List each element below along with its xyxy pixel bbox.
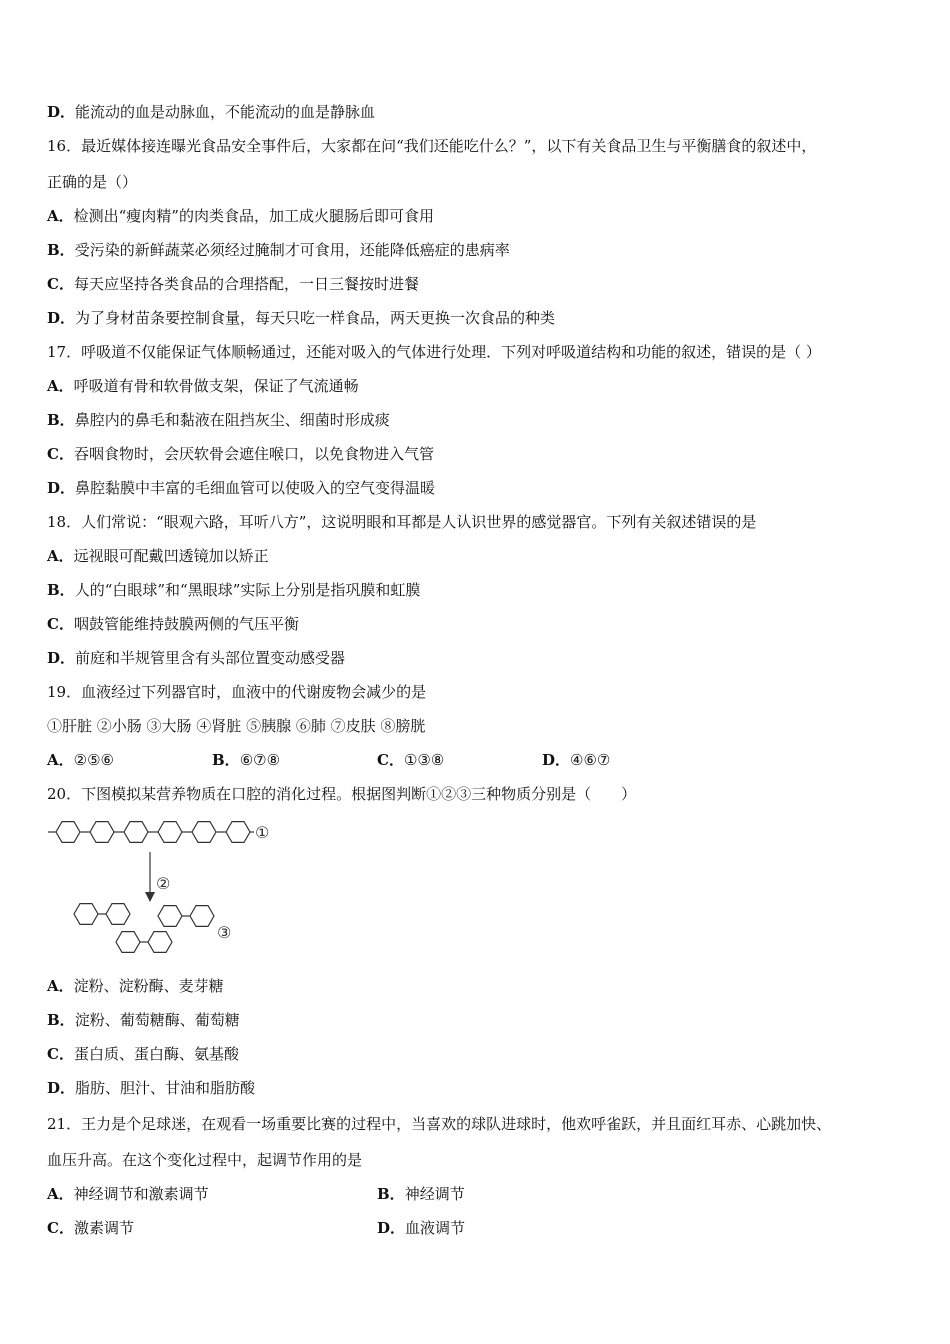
hexagon <box>158 906 182 927</box>
q21-option-c <box>47 1218 134 1238</box>
hexagon <box>90 822 114 843</box>
option-text: 鼻腔黏膜中丰富的毛细血管可以使吸入的空气变得温暖 <box>75 479 436 497</box>
q20-option-d <box>47 1078 255 1098</box>
option-text: 能流动的血是动脉血，不能流动的血是静脉血 <box>75 103 376 121</box>
label-1: ① <box>255 823 270 842</box>
q19-option-c <box>377 750 444 770</box>
option-letter: D． <box>47 649 76 667</box>
q21-option-a <box>47 1184 209 1204</box>
option-text: 血液调节 <box>405 1219 466 1237</box>
q21-stem-line2: 血压升高。在这个变化过程中，起调节作用的是 <box>47 1151 363 1169</box>
q19-organ-list: ①肝脏 ②小肠 ③大肠 ④肾脏 ⑤胰腺 ⑥肺 ⑦皮肤 ⑧膀胱 <box>47 717 426 735</box>
option-text: 咽鼓管能维持鼓膜两侧的气压平衡 <box>73 615 299 633</box>
option-letter: B． <box>47 1011 75 1029</box>
arrow-head <box>145 892 155 902</box>
option-letter: D． <box>47 309 76 327</box>
q16-option-d <box>47 308 555 328</box>
option-letter: C． <box>47 1045 74 1063</box>
q19-stem: 19．血液经过下列器官时，血液中的代谢废物会减少的是 <box>47 683 427 701</box>
option-text: 每天应坚持各类食品的合理搭配，一日三餐按时进餐 <box>73 275 419 293</box>
q21-option-b <box>377 1184 465 1204</box>
q17-stem: 17．呼吸道不仅能保证气体顺畅通过，还能对吸入的气体进行处理．下列对呼吸道结构和功能的叙述，错误的是（ ） <box>47 343 821 361</box>
q17-option-a <box>47 376 359 396</box>
option-letter: A． <box>47 977 74 995</box>
q19-option-d <box>542 750 610 770</box>
option-text: 淀粉、淀粉酶、麦芽糖 <box>73 977 224 995</box>
option-letter: A． <box>47 1185 74 1203</box>
maltose-pair <box>74 904 130 925</box>
option-text: 吞咽食物时，会厌软骨会遮住喉口，以免食物进入气管 <box>73 445 434 463</box>
option-text: ①③⑧ <box>403 751 445 769</box>
digestion-diagram <box>44 814 284 964</box>
hexagon <box>226 822 250 843</box>
option-letter: B． <box>212 751 240 769</box>
q18-option-c <box>47 614 299 634</box>
q17-option-d <box>47 478 435 498</box>
hexagon <box>158 822 182 843</box>
q20-option-c <box>47 1044 239 1064</box>
option-letter: B． <box>377 1185 405 1203</box>
option-text: 脂肪、胆汁、甘油和脂肪酸 <box>75 1079 256 1097</box>
q16-option-c <box>47 274 419 294</box>
q16-stem-line1: 16．最近媒体接连曝光食品安全事件后，大家都在问“我们还能吃什么？”，以下有关食品卫生与平衡膳食的叙述中， <box>47 137 817 155</box>
option-text: ②⑤⑥ <box>73 751 114 769</box>
option-text: 神经调节和激素调节 <box>73 1185 209 1203</box>
option-letter: C． <box>47 275 74 293</box>
option-letter: D． <box>47 1079 76 1097</box>
option-letter: D． <box>542 751 571 769</box>
option-text: 淀粉、葡萄糖酶、葡萄糖 <box>74 1011 240 1029</box>
q19-option-a <box>47 750 114 770</box>
option-text: 蛋白质、蛋白酶、氨基酸 <box>73 1045 239 1063</box>
option-letter: B． <box>47 241 75 259</box>
hexagon <box>124 822 148 843</box>
hexagon <box>106 904 130 925</box>
q16-option-a <box>47 206 434 226</box>
q15-option-d <box>47 102 375 122</box>
label-2: ② <box>156 874 171 893</box>
q18-option-b <box>47 580 420 600</box>
starch-chain <box>56 822 254 843</box>
label-3: ③ <box>217 923 232 942</box>
q20-stem: 20．下图模拟某营养物质在口腔的消化过程。根据图判断①②③三种物质分别是（ ） <box>47 785 637 803</box>
q21-stem-line1: 21．王力是个足球迷，在观看一场重要比赛的过程中，当喜欢的球队进球时，他欢呼雀跃，并且面红耳赤、心跳加快、 <box>47 1115 832 1133</box>
hexagon <box>190 906 214 927</box>
option-text: 受污染的新鲜蔬菜必须经过腌制才可食用，还能降低癌症的患病率 <box>74 241 510 259</box>
option-text: 鼻腔内的鼻毛和黏液在阻挡灰尘、细菌时形成痰 <box>74 411 390 429</box>
maltose-pair <box>158 906 214 927</box>
option-letter: C． <box>47 445 74 463</box>
q17-option-b <box>47 410 390 430</box>
hexagon <box>116 932 140 953</box>
option-letter: C． <box>47 615 74 633</box>
option-text: 检测出“瘦肉精”的肉类食品，加工成火腿肠后即可食用 <box>73 207 434 225</box>
q20-option-b <box>47 1010 240 1030</box>
option-text: 神经调节 <box>404 1185 465 1203</box>
q17-option-c <box>47 444 434 464</box>
q21-option-d <box>377 1218 465 1238</box>
option-text: ⑥⑦⑧ <box>239 751 281 769</box>
q19-option-b <box>212 750 280 770</box>
q18-option-d <box>47 648 345 668</box>
option-letter: A． <box>47 547 74 565</box>
option-letter: A． <box>47 377 74 395</box>
option-text: 人的“白眼球”和“黑眼球”实际上分别是指巩膜和虹膜 <box>74 581 421 599</box>
q20-option-a <box>47 976 224 996</box>
option-letter: C． <box>377 751 404 769</box>
option-letter: D． <box>47 479 76 497</box>
q18-option-a <box>47 546 269 566</box>
q16-stem-line2: 正确的是（） <box>47 173 138 191</box>
q18-stem: 18．人们常说：“眼观六路，耳听八方”，这说明眼和耳都是人认识世界的感觉器官。下列有关叙述错误的是 <box>47 513 757 531</box>
option-letter: B． <box>47 411 75 429</box>
q16-option-b <box>47 240 510 260</box>
option-text: 呼吸道有骨和软骨做支架，保证了气流通畅 <box>73 377 359 395</box>
hexagon <box>74 904 98 925</box>
option-text: 为了身材苗条要控制食量，每天只吃一样食品，两天更换一次食品的种类 <box>75 309 556 327</box>
option-letter: D． <box>377 1219 406 1237</box>
option-letter: D． <box>47 103 76 121</box>
maltose-pair <box>116 932 172 953</box>
hexagon <box>148 932 172 953</box>
option-letter: C． <box>47 1219 74 1237</box>
option-text: 远视眼可配戴凹透镜加以矫正 <box>73 547 269 565</box>
option-text: 激素调节 <box>73 1219 134 1237</box>
hexagon <box>192 822 216 843</box>
option-letter: A． <box>47 751 74 769</box>
option-text: 前庭和半规管里含有头部位置变动感受器 <box>75 649 346 667</box>
option-letter: A． <box>47 207 74 225</box>
hexagon <box>56 822 80 843</box>
option-letter: B． <box>47 581 75 599</box>
option-text: ④⑥⑦ <box>570 751 611 769</box>
